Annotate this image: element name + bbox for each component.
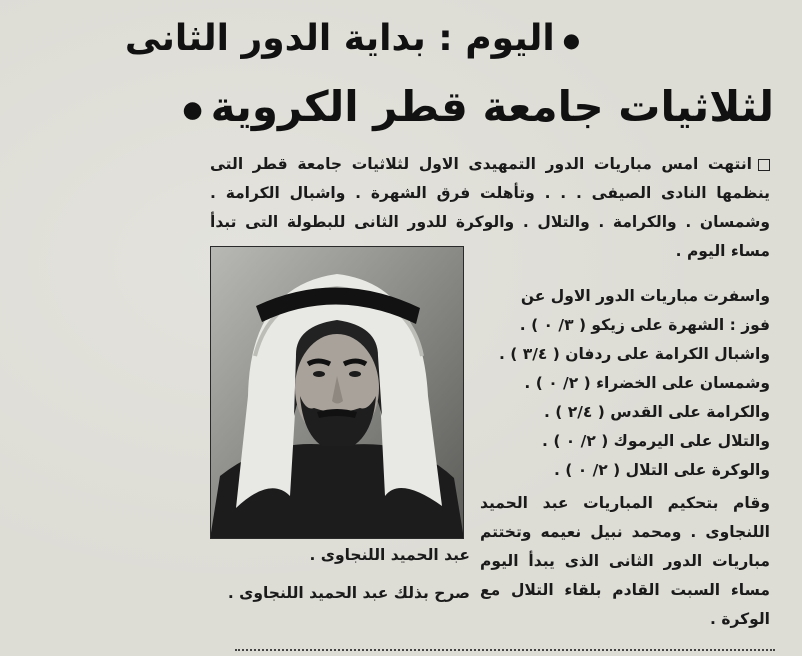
result-line: والتلال على اليرموك ( ٢/ ٠ ) . — [542, 432, 770, 450]
headline-line-2: لثلاثيات جامعة قطر الكروية● — [0, 82, 774, 131]
result-line: والكرامة على القدس ( ٢/٤ ) . — [544, 403, 770, 421]
headline-line-1: ●اليوم : بداية الدور الثانى — [0, 18, 588, 59]
result-line: واشبال الكرامة على ردفان ( ٣/٤ ) . — [499, 345, 770, 363]
results-block — [480, 282, 770, 485]
result-line: فوز : الشهرة على زيكو ( ٣/ ٠ ) . — [519, 316, 770, 334]
portrait-photo — [210, 246, 464, 539]
closing-paragraph: وقام بتحكيم المباريات عبد الحميد اللنجاوى . ومحمد نبيل نعيمه وتختتم مباريات الدور الثانى الذى يبدأ اليوم مساء السبت القادم بلقاء التلال مع الوكرة . — [480, 494, 770, 628]
intro-paragraph: انتهت امس مباريات الدور التمهيدى الاول لثلاثيات جامعة قطر التى ينظمها النادى الصيفى . . . وتأهلت فرق الشهرة . واشبال الكرامة . وشمسان . والكرامة . والتلال . والوكرة للدور الثانى للبطولة التى تبدأ مساء اليوم . — [210, 155, 770, 260]
portrait-icon — [210, 246, 464, 539]
result-line: وشمسان على الخضراء ( ٢/ ٠ ) . — [524, 374, 770, 392]
square-bullet-icon — [758, 159, 770, 171]
results-lead: واسفرت مباريات الدور الاول عن — [520, 287, 770, 305]
photo-caption: عبد الحميد اللنجاوى . — [309, 546, 470, 564]
result-line: والوكرة على التلال ( ٢/ ٠ ) . — [553, 461, 770, 479]
photo-note: صرح بذلك عبد الحميد اللنجاوى . — [227, 584, 470, 602]
bullet-icon: ● — [182, 96, 203, 123]
dotted-divider — [235, 649, 775, 651]
bullet-icon: ● — [562, 28, 580, 52]
